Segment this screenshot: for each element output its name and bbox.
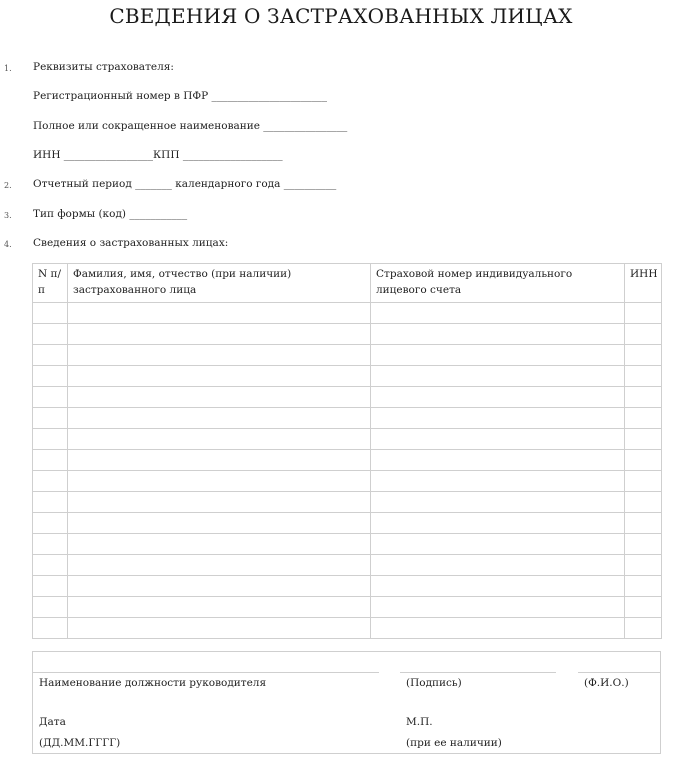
- table-cell[interactable]: [371, 387, 625, 408]
- table-cell[interactable]: [625, 618, 662, 639]
- table-cell[interactable]: [625, 597, 662, 618]
- table-cell[interactable]: [33, 429, 68, 450]
- table-cell[interactable]: [33, 366, 68, 387]
- table-cell[interactable]: [68, 324, 371, 345]
- table-cell[interactable]: [371, 471, 625, 492]
- insurer-details-label: Реквизиты страхователя:: [33, 61, 174, 73]
- item-number: 2.: [4, 181, 12, 190]
- table-cell[interactable]: [68, 429, 371, 450]
- inn-kpp-field: ИНН _________________КПП ___________________: [33, 149, 283, 161]
- table-cell[interactable]: [371, 618, 625, 639]
- table-row: [33, 471, 662, 492]
- table-row: [33, 429, 662, 450]
- table-row: [33, 513, 662, 534]
- column-header-snils: Страховой номер индивидуального лицевого счета: [371, 264, 625, 303]
- table-cell[interactable]: [68, 492, 371, 513]
- table-cell[interactable]: [371, 345, 625, 366]
- table-cell[interactable]: [625, 471, 662, 492]
- date-label: Дата: [39, 716, 66, 728]
- table-cell[interactable]: [371, 408, 625, 429]
- table-cell[interactable]: [68, 576, 371, 597]
- signature-line[interactable]: [400, 672, 556, 673]
- table-cell[interactable]: [625, 492, 662, 513]
- table-row: [33, 555, 662, 576]
- table-cell[interactable]: [33, 597, 68, 618]
- table-cell[interactable]: [371, 429, 625, 450]
- table-cell[interactable]: [68, 345, 371, 366]
- table-cell[interactable]: [625, 450, 662, 471]
- table-cell[interactable]: [33, 303, 68, 324]
- table-row: [33, 450, 662, 471]
- insured-persons-label: Сведения о застрахованных лицах:: [33, 237, 229, 249]
- table-cell[interactable]: [33, 471, 68, 492]
- table-cell[interactable]: [33, 534, 68, 555]
- table-cell[interactable]: [371, 303, 625, 324]
- table-cell[interactable]: [625, 387, 662, 408]
- item-number: 4.: [4, 240, 12, 249]
- table-cell[interactable]: [625, 576, 662, 597]
- signature-block: [32, 651, 661, 754]
- table-row: [33, 576, 662, 597]
- table-cell[interactable]: [625, 408, 662, 429]
- table-cell[interactable]: [625, 513, 662, 534]
- table-cell[interactable]: [625, 534, 662, 555]
- table-cell[interactable]: [371, 324, 625, 345]
- table-row: [33, 345, 662, 366]
- stamp-label: М.П.: [406, 716, 433, 728]
- table-cell[interactable]: [33, 345, 68, 366]
- table-cell[interactable]: [371, 366, 625, 387]
- table-cell[interactable]: [625, 555, 662, 576]
- table-cell[interactable]: [371, 555, 625, 576]
- table-cell[interactable]: [33, 513, 68, 534]
- position-label: Наименование должности руководителя: [39, 677, 267, 689]
- table-row: [33, 303, 662, 324]
- table-cell[interactable]: [371, 597, 625, 618]
- table-cell[interactable]: [371, 450, 625, 471]
- table-cell[interactable]: [68, 450, 371, 471]
- table-cell[interactable]: [68, 303, 371, 324]
- table-cell[interactable]: [68, 597, 371, 618]
- date-format-label: (ДД.ММ.ГГГГ): [39, 737, 121, 749]
- table-cell[interactable]: [625, 345, 662, 366]
- item-number: 3.: [4, 211, 12, 220]
- table-cell[interactable]: [68, 555, 371, 576]
- table-row: [33, 618, 662, 639]
- table-row: [33, 534, 662, 555]
- pfr-registration-field: Регистрационный номер в ПФР ______________________: [33, 90, 327, 102]
- table-row: [33, 324, 662, 345]
- table-cell[interactable]: [68, 618, 371, 639]
- insurer-name-field: Полное или сокращенное наименование ________________: [33, 120, 348, 132]
- table-cell[interactable]: [33, 618, 68, 639]
- table-row: [33, 597, 662, 618]
- position-signature-line[interactable]: [33, 672, 379, 673]
- table-cell[interactable]: [33, 324, 68, 345]
- column-header-inn: ИНН: [625, 264, 662, 303]
- table-cell[interactable]: [68, 513, 371, 534]
- fio-label: (Ф.И.О.): [584, 677, 629, 689]
- table-row: [33, 387, 662, 408]
- table-cell[interactable]: [625, 366, 662, 387]
- item-number: 1.: [4, 64, 12, 73]
- column-header-number: N п/п: [33, 264, 68, 303]
- fio-signature-line[interactable]: [578, 672, 660, 673]
- stamp-note-label: (при ее наличии): [406, 737, 502, 749]
- table-row: [33, 366, 662, 387]
- table-cell[interactable]: [33, 576, 68, 597]
- table-row: [33, 408, 662, 429]
- table-cell[interactable]: [68, 387, 371, 408]
- page-title: СВЕДЕНИЯ О ЗАСТРАХОВАННЫХ ЛИЦАХ: [109, 4, 573, 28]
- form-type-field: Тип формы (код) ___________: [33, 208, 188, 220]
- table-cell[interactable]: [371, 534, 625, 555]
- table-cell[interactable]: [371, 576, 625, 597]
- table-cell[interactable]: [33, 408, 68, 429]
- table-cell[interactable]: [68, 408, 371, 429]
- table-row: [33, 492, 662, 513]
- signature-label: (Подпись): [406, 677, 462, 689]
- table-cell[interactable]: [33, 492, 68, 513]
- table-cell[interactable]: [625, 429, 662, 450]
- table-cell[interactable]: [68, 366, 371, 387]
- reporting-period-field: Отчетный период _______ календарного года __________: [33, 178, 337, 190]
- table-cell[interactable]: [625, 303, 662, 324]
- table-cell[interactable]: [33, 387, 68, 408]
- table-cell[interactable]: [33, 555, 68, 576]
- table-cell[interactable]: [371, 492, 625, 513]
- table-cell[interactable]: [371, 513, 625, 534]
- insured-persons-table: [32, 263, 662, 639]
- column-header-full-name: Фамилия, имя, отчество (при наличии) застрахованного лица: [68, 264, 371, 303]
- table-cell[interactable]: [68, 471, 371, 492]
- table-cell[interactable]: [68, 534, 371, 555]
- table-cell[interactable]: [33, 450, 68, 471]
- table-cell[interactable]: [625, 324, 662, 345]
